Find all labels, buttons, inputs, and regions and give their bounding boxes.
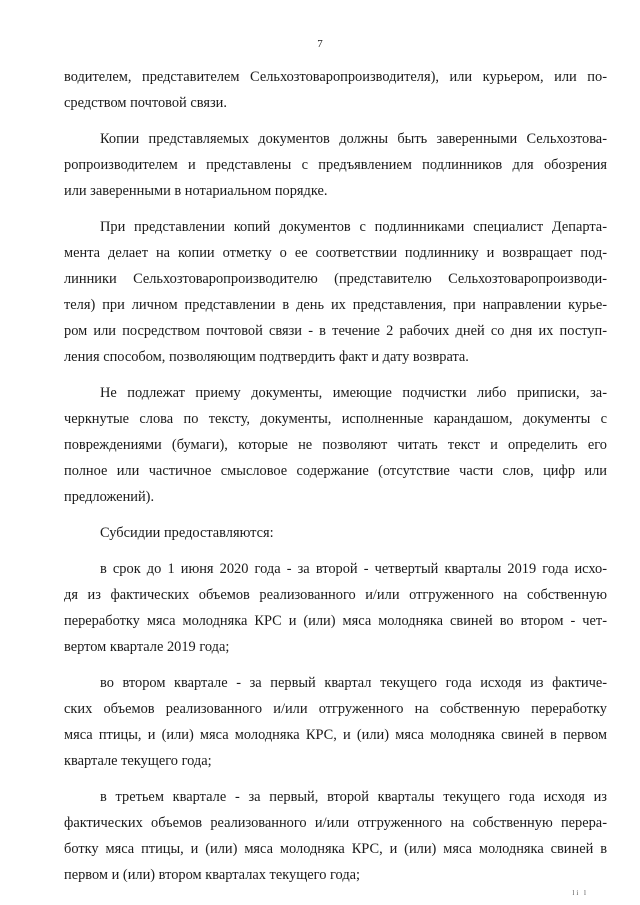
- page-number: 7: [317, 38, 323, 50]
- document-body: [64, 64, 607, 888]
- text-line: или заверенными в нотариальном порядке.: [64, 183, 328, 199]
- paragraph: [64, 670, 607, 774]
- paragraph: [64, 64, 607, 116]
- text-line: вертом квартале 2019 года;: [64, 639, 230, 655]
- text-line: фактических объемов реализованного и/или отгруженного на собственную перера-: [64, 815, 607, 831]
- scan-mark: li l: [572, 889, 588, 897]
- paragraph: [64, 126, 607, 204]
- paragraph: [64, 214, 607, 370]
- text-line: первом и (или) втором кварталах текущего года;: [64, 867, 361, 883]
- text-line: ботку мяса птицы, и (или) мяса молодняка КРС, и (или) мяса молодняка свиней в: [64, 841, 607, 857]
- paragraph: [64, 556, 607, 660]
- text-line: дя из фактических объемов реализованного и/или отгруженного на собственную: [64, 587, 607, 603]
- text-line: квартале текущего года;: [64, 753, 212, 769]
- text-line: средством почтовой связи.: [64, 95, 227, 111]
- text-line: теля) при личном представлении в день их представления, при направлении курье-: [64, 297, 607, 313]
- paragraph: [64, 520, 607, 546]
- text-line: ром или посредством почтовой связи - в течение 2 рабочих дней со дня их поступ-: [64, 323, 607, 339]
- text-line: в третьем квартале - за первый, второй кварталы текущего года исходя из: [100, 789, 607, 805]
- text-line: ских объемов реализованного и/или отгруженного на собственную переработку: [64, 701, 607, 717]
- paragraph: [64, 380, 607, 510]
- text-line: ропроизводителем и представлены с предъявлением подлинников для обозрения: [64, 157, 607, 173]
- text-line: При представлении копий документов с подлинниками специалист Департа-: [100, 219, 607, 235]
- text-line: повреждениями (бумаги), которые не позволяют читать текст и определить его: [64, 437, 607, 453]
- text-line: в срок до 1 июня 2020 года - за второй - четвертый кварталы 2019 года исхо-: [100, 561, 607, 577]
- text-line: переработку мяса молодняка КРС и (или) мяса молодняка свиней во втором - чет-: [64, 613, 607, 629]
- text-line: ления способом, позволяющим подтвердить факт и дату возврата.: [64, 349, 469, 365]
- paragraph: [64, 784, 607, 888]
- text-line: мента делает на копии отметку о ее соответствии подлиннику и возвращает под-: [64, 245, 607, 261]
- text-line: водителем, представителем Сельхозтоваропроизводителя), или курьером, или по-: [64, 69, 607, 85]
- text-line: во втором квартале - за первый квартал текущего года исходя из фактиче-: [100, 675, 607, 691]
- text-line: Субсидии предоставляются:: [100, 525, 274, 541]
- text-line: линники Сельхозтоваропроизводителю (представителю Сельхозтоваропроизводи-: [64, 271, 607, 287]
- text-line: Копии представляемых документов должны быть заверенными Сельхозтова-: [100, 131, 607, 147]
- text-line: мяса птицы, и (или) мяса молодняка КРС, и (или) мяса молодняка свиней в первом: [64, 727, 607, 743]
- text-line: черкнутые слова по тексту, документы, исполненные карандашом, документы с: [64, 411, 607, 427]
- text-line: Не подлежат приему документы, имеющие подчистки либо приписки, за-: [100, 385, 607, 401]
- text-line: предложений).: [64, 489, 155, 505]
- text-line: полное или частичное смысловое содержание (отсутствие части слов, цифр или: [64, 463, 607, 479]
